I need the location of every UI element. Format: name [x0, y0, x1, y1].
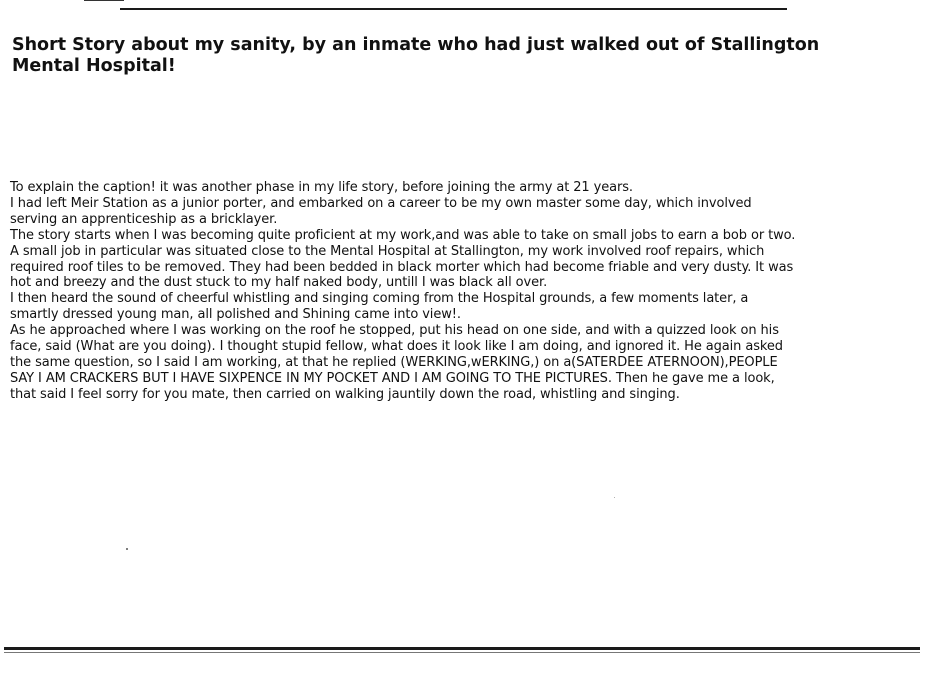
scan-speck: [126, 548, 128, 550]
paragraph-encounter: As he approached where I was working on the roof he stopped, put his head on one side, and with a quizzed look on his face, said (What are you doing). I thought stupid fellow, what does it look like I am doing, and ignored it. He again asked the same question, so I said I am working, at that he replied (WERKING,wERKING,) on a(SATERDEE ATERNOON),PEOPLE SAY I AM CRACKERS BUT I HAVE SIXPENCE IN MY POCKET AND I AM GOING TO THE PICTURES. Then he gave me a look, that said I feel sorry for you mate, then carried on walking jauntily down the road, whistling and singing.: [10, 323, 783, 402]
paragraph-roof-job: A small job in particular was situated close to the Mental Hospital at Stallington, my work involved roof repairs, which required roof tiles to be removed. They had been bedded in black morter which had become friable and very dusty. It was hot and breezy and the dust stuck to my half naked body, untill I was black all over.: [10, 243, 794, 291]
top-rule: [120, 8, 787, 10]
story-body: [10, 180, 800, 403]
story-title: Short Story about my sanity, by an inmate who had just walked out of Stallington Mental Hospital!: [12, 35, 820, 76]
scan-speck: [614, 497, 615, 498]
paragraph-story-start: The story starts when I was becoming quite proficient at my work,and was able to take on small jobs to earn a bob or two.: [10, 227, 796, 243]
paragraph-whistling: I then heard the sound of cheerful whistling and singing coming from the Hospital grounds, a few moments later, a smartly dressed young man, all polished and Shining came into view!.: [10, 291, 749, 323]
bottom-rule: [4, 647, 920, 650]
paragraph-meir-station: I had left Meir Station as a junior porter, and embarked on a career to be my own master some day, which involved serving an apprenticeship as a bricklayer.: [10, 195, 752, 227]
top-rule-fragment: [84, 0, 124, 1]
paragraph-caption-explanation: To explain the caption! it was another phase in my life story, before joining the army at 21 years.: [10, 180, 633, 195]
bottom-rule-shadow: [4, 652, 920, 653]
